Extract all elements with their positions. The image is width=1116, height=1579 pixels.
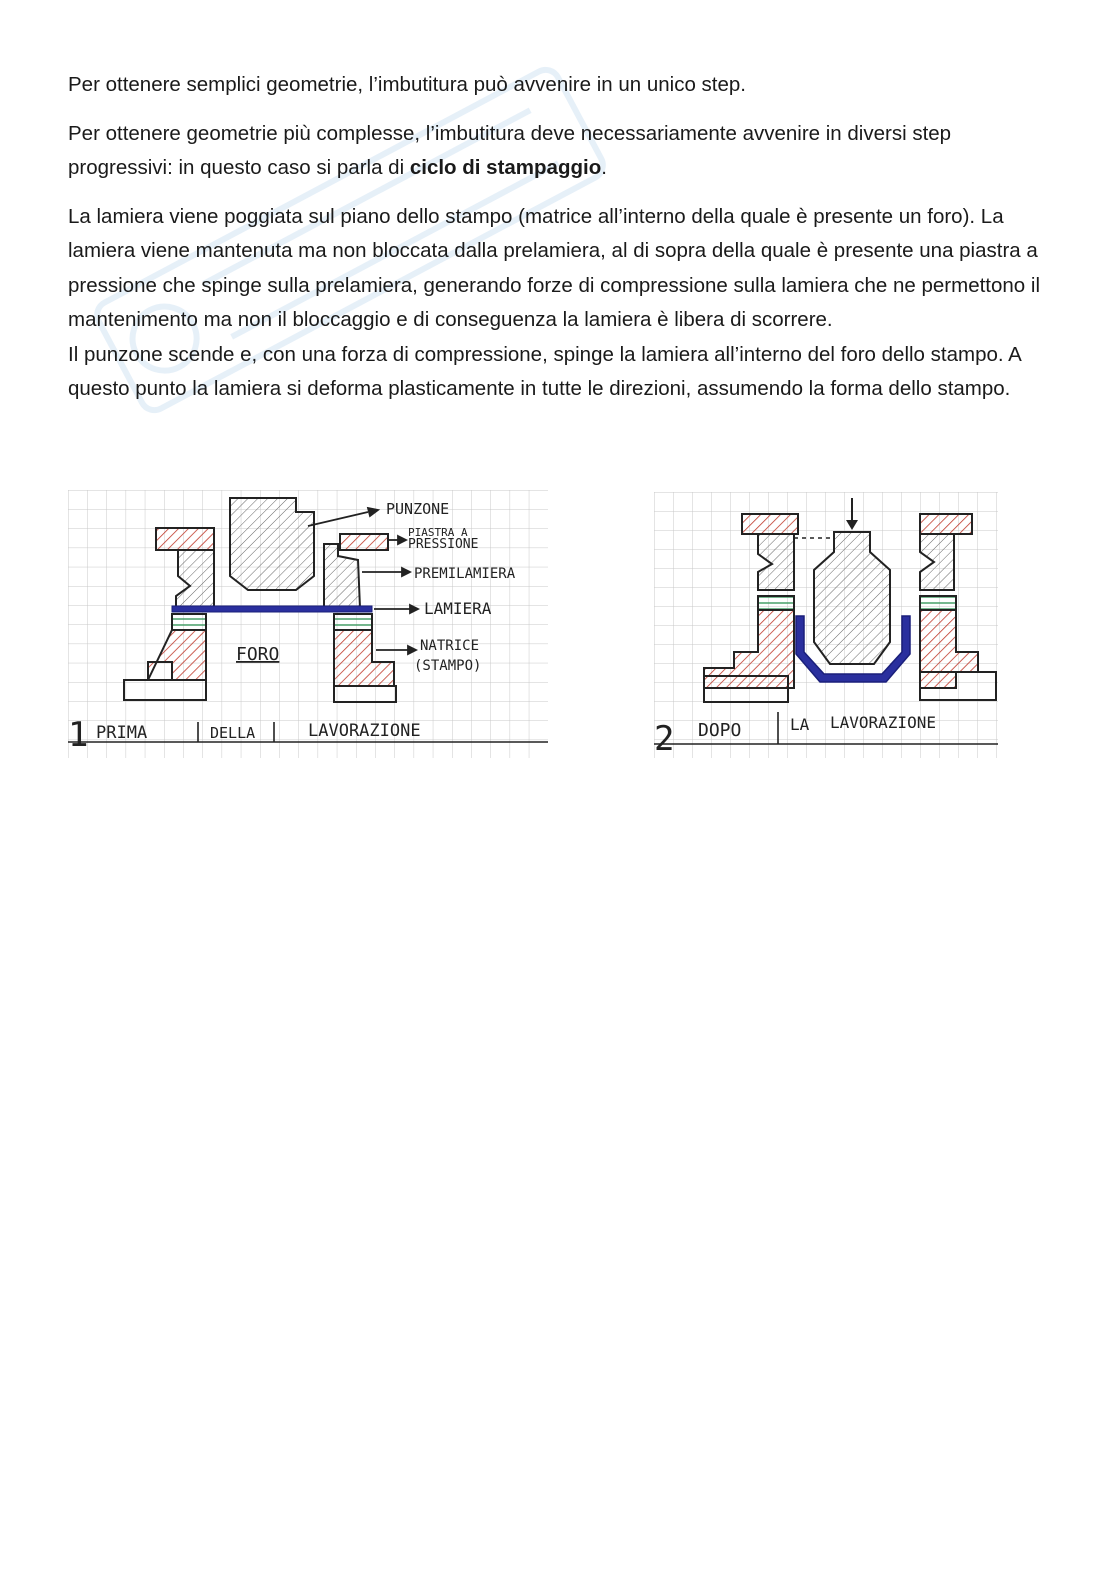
paragraph-1: Per ottenere semplici geometrie, l’imbutitura può avvenire in un unico step. [68,73,746,96]
blank-holder-left [176,550,214,608]
bold-term: ciclo di stampaggio [409,156,602,179]
sheet-metal [172,606,372,612]
label-matrice-line1: NATRICE [420,638,480,654]
paragraph-4: Il punzone scende e, con una forza di compressione, spinge la lamiera all’interno del foro dello stampo. A questo punto la lamiera si deforma plasticamente in tutte le direzioni, assumendo la forma dello stampo. [68,342,1021,400]
sketch-before-processing [68,490,548,758]
caption-lavorazione-1: LAVORAZIONE [308,721,421,741]
label-matrice-line2: (STAMPO) [414,658,482,674]
pressure-plate-right [920,514,972,534]
label-piastra-line2: PRESSIONE [408,537,479,552]
label-premilamiera: PREMILAMIERA [414,566,516,582]
die-top-right [920,596,956,610]
pressure-plate-left [156,528,214,550]
caption-lavorazione-2: LAVORAZIONE [830,713,936,732]
die-top-right [334,614,372,630]
caption-dopo: DOPO [698,720,742,741]
caption-number-2: 2 [654,719,675,758]
caption-della: DELLA [210,724,256,742]
pressure-plate-right [340,534,388,550]
die-top-left [172,614,206,630]
punch-shape [230,498,314,590]
label-punzone: PUNZONE [386,500,450,518]
paragraph-2: Per ottenere geometrie più complesse, l’imbutitura deve necessariamente avvenire in diversi step progressivi: in questo caso si parla di ciclo di stampaggio. [68,121,952,179]
pressure-plate-left [742,514,798,534]
sketch-after-processing [654,492,998,758]
label-lamiera: LAMIERA [424,599,492,618]
paragraph-3: La lamiera viene poggiata sul piano dello stampo (matrice all’interno della quale è presente un foro). La lamiera viene mantenuta ma non bloccata dalla prelamiera, al di sopra della quale è presente una piastra a pressione che spinge sulla prelamiera, generando forze di compressione sulla lamiera che ne permettono il mantenimento ma non il bloccaggio e di conseguenza la lamiera è libera di scorrere. [68,204,1041,331]
caption-number-1: 1 [68,715,89,755]
caption-la: LA [790,715,810,734]
body-text [68,68,1043,421]
label-foro: FORO [236,644,280,665]
label-piastra-line1: PIASTRA A [408,526,468,539]
die-top-left [758,596,794,610]
caption-prima: PRIMA [96,723,148,743]
